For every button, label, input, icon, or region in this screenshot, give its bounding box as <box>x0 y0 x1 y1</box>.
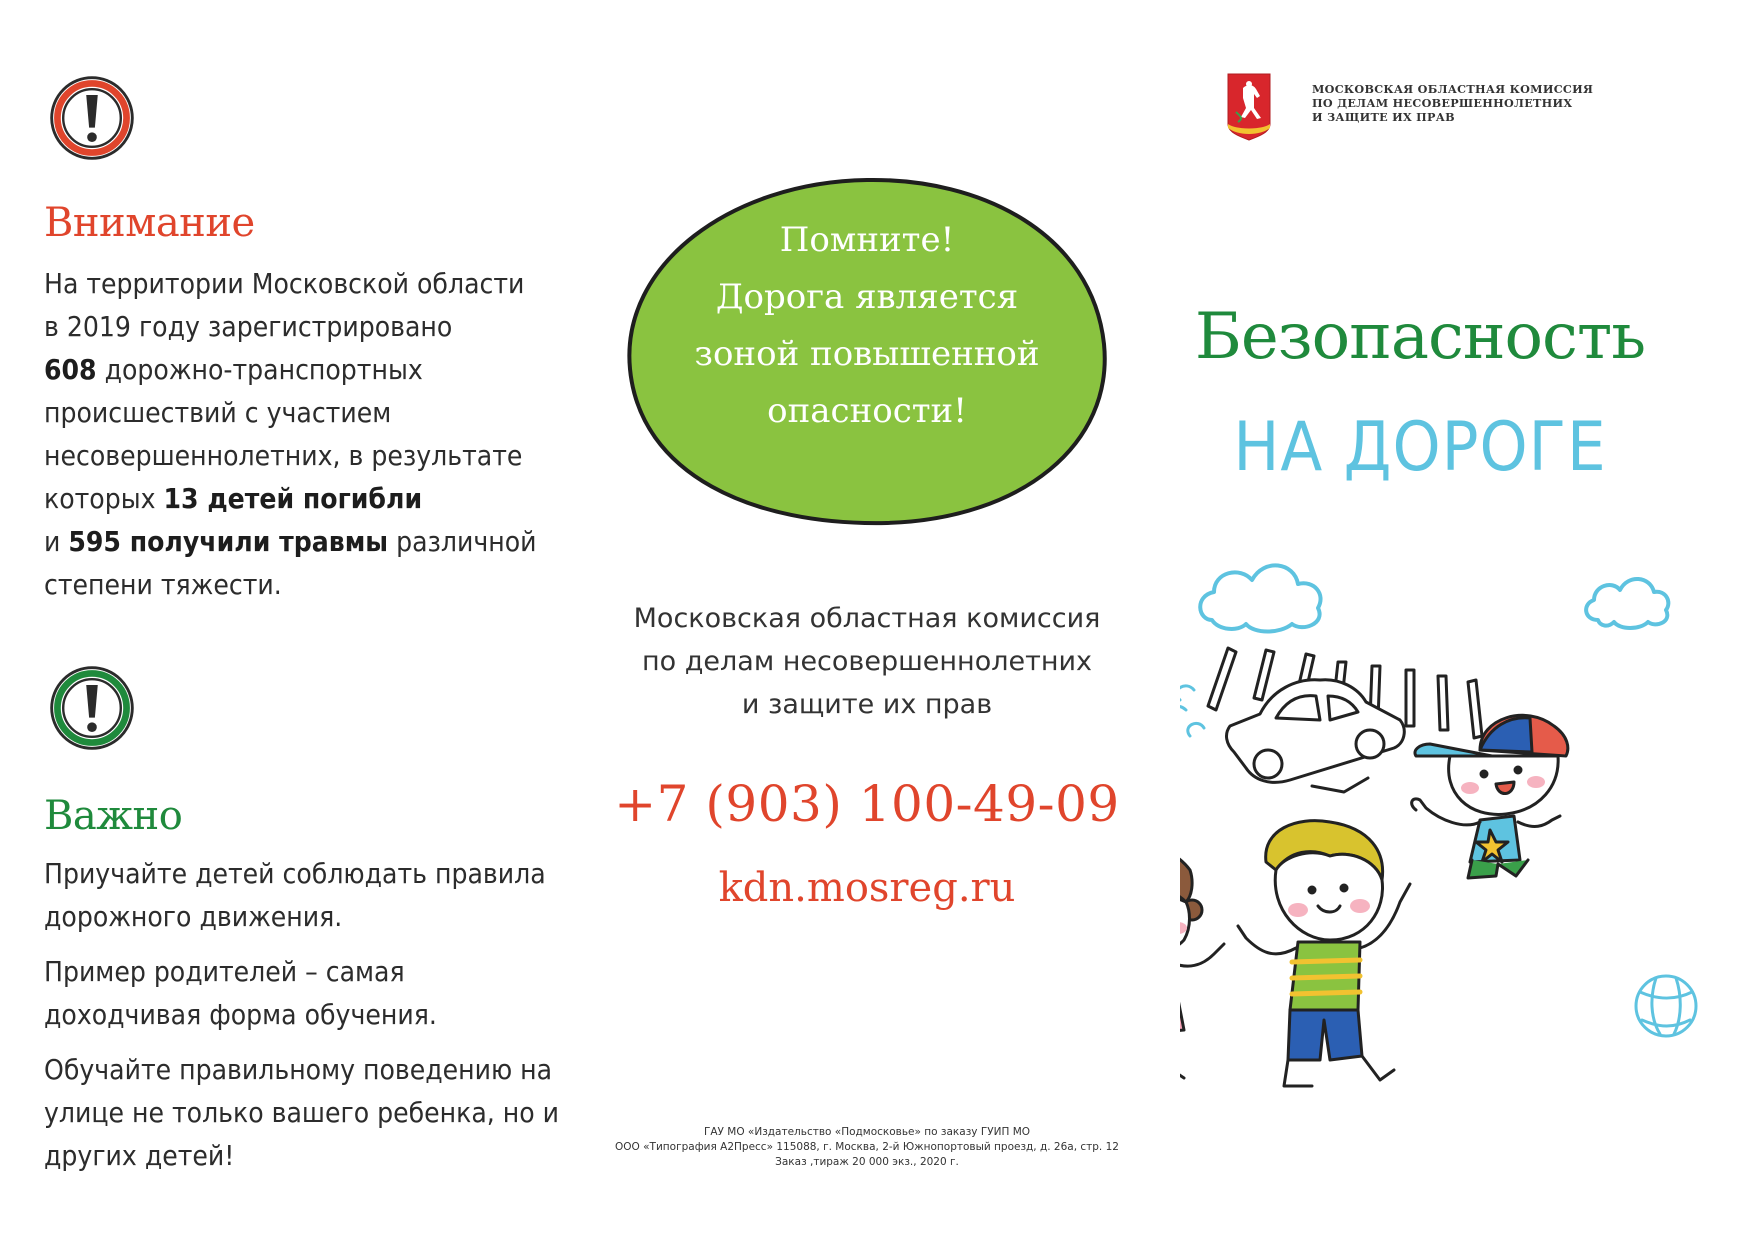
important-paragraph: Обучайте правильному поведению на улице не только вашего ребенка, но и других детей! <box>44 1053 560 1172</box>
kid-with-cap <box>1412 715 1568 878</box>
commission-name <box>612 597 1122 726</box>
important-paragraph: Приучайте детей соблюдать правила дорожного движения. <box>44 857 546 933</box>
attention-text <box>44 262 564 606</box>
imprint-line: ООО «Типография А2Пресс» 115088, г. Москва, 2-й Южнопортовый проезд, д. 26а, стр. 12 <box>615 1141 1119 1153</box>
remember-line: зоной повышенной <box>694 334 1040 374</box>
ball-icon <box>1636 976 1696 1036</box>
cloud-icon <box>1200 565 1320 631</box>
header-org-line: ПО ДЕЛАМ НЕСОВЕРШЕННОЛЕТНИХ <box>1312 96 1573 110</box>
deaths-count: 13 детей погибли <box>163 482 423 515</box>
commission-line: по делам несовершеннолетних <box>642 646 1092 677</box>
commission-line: Московская областная комиссия <box>633 603 1101 634</box>
important-exclamation-icon <box>44 660 140 756</box>
header-org-line: МОСКОВСКАЯ ОБЛАСТНАЯ КОМИССИЯ <box>1312 82 1594 96</box>
attention-line: которых 13 детей погибли <box>44 482 423 515</box>
attention-line: 608 дорожно-транспортных <box>44 353 423 386</box>
print-imprint <box>600 1125 1134 1170</box>
important-paragraph: Пример родителей – самая доходчивая форма обучения. <box>44 955 437 1031</box>
cloud-icon <box>1586 579 1668 628</box>
attention-line: несовершеннолетних, в результате <box>44 439 523 472</box>
coat-of-arms-icon <box>1226 72 1272 142</box>
remember-line: опасности! <box>767 391 967 431</box>
road-kids-illustration <box>1180 530 1754 1180</box>
accidents-count: 608 <box>44 353 97 386</box>
kid-girl <box>1180 848 1224 1078</box>
title-on-the-road: НА ДОРОГЕ <box>1233 408 1607 487</box>
imprint-line: ГАУ МО «Издательство «Подмосковье» по заказу ГУИП МО <box>703 1126 1031 1138</box>
attention-line: и 595 получили травмы различной <box>44 525 537 558</box>
kid-blond <box>1238 821 1410 1086</box>
important-heading: Важно <box>44 793 183 839</box>
attention-line: На территории Московской области <box>44 267 525 300</box>
important-text <box>44 852 564 1189</box>
commission-line: и защите их прав <box>741 689 993 720</box>
warning-exclamation-icon <box>44 70 140 166</box>
attention-line: в 2019 году зарегистрировано <box>44 310 453 343</box>
phone-number[interactable]: +7 (903) 100-49-09 <box>614 775 1120 833</box>
attention-heading: Внимание <box>44 200 255 246</box>
header-commission-name <box>1312 82 1632 124</box>
website-link[interactable]: kdn.mosreg.ru <box>718 865 1016 911</box>
imprint-line: Заказ ,тираж 20 000 экз., 2020 г. <box>775 1156 959 1168</box>
remember-line: Помните! <box>779 220 955 260</box>
injuries-count: 595 получили травмы <box>68 525 389 558</box>
remember-message <box>622 212 1112 440</box>
remember-line: Дорога является <box>715 277 1019 317</box>
attention-line: происшествий с участием <box>44 396 392 429</box>
attention-line: степени тяжести. <box>44 568 282 601</box>
title-safety: Безопасность <box>1194 300 1646 374</box>
header-org-line: И ЗАЩИТЕ ИХ ПРАВ <box>1312 110 1455 124</box>
